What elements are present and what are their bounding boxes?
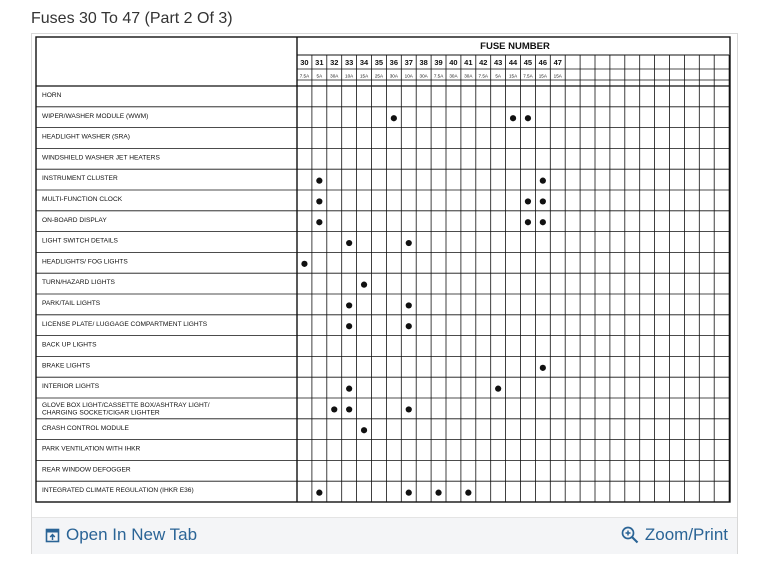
fuse-rating-33: 10A: [345, 73, 354, 79]
fuse-dot-33: [346, 406, 352, 412]
fuse-number-44: 44: [508, 58, 518, 67]
fuse-rating-43: 5A: [495, 73, 501, 79]
document-frame: [31, 33, 738, 554]
row-label: BACK UP LIGHTS: [42, 341, 97, 349]
fuse-dot-46: [540, 198, 546, 204]
row-label: TURN/HAZARD LIGHTS: [42, 279, 115, 287]
open-new-tab-icon: [45, 528, 60, 543]
fuse-dot-34: [361, 282, 367, 288]
row-label: PARK VENTILATION WITH IHKR: [42, 445, 141, 453]
open-in-new-tab-button[interactable]: [45, 525, 197, 545]
fuse-dot-30: [301, 261, 307, 267]
fuse-dot-37: [406, 323, 412, 329]
fuse-number-header: FUSE NUMBER: [480, 41, 550, 52]
fuse-rating-44: 15A: [508, 73, 518, 79]
fuse-number-35: 35: [374, 58, 384, 67]
row-label: INTERIOR LIGHTS: [42, 383, 100, 391]
fuse-dot-37: [406, 302, 412, 308]
fuse-rating-45: 7.5A: [523, 73, 533, 79]
fuse-rating-46: 15A: [538, 73, 547, 79]
fuse-number-31: 31: [315, 58, 324, 67]
fuse-dot-39: [435, 490, 441, 496]
fuse-rating-42: 7.5A: [478, 73, 488, 79]
row-label: INSTRUMENT CLUSTER: [42, 175, 118, 183]
fuse-dot-45: [525, 115, 531, 121]
row-label: HEADLIGHT WASHER (SRA): [42, 133, 130, 141]
fuse-dot-41: [465, 490, 471, 496]
fuse-chart-image: [32, 34, 737, 517]
fuse-dot-37: [406, 240, 412, 246]
fuse-number-30: 30: [300, 58, 309, 67]
row-label: HORN: [42, 92, 62, 99]
zoom-in-icon: [621, 526, 639, 544]
fuse-dot-33: [346, 323, 352, 329]
fuse-rating-41: 30A: [464, 73, 473, 79]
row-label: ON-BOARD DISPLAY: [42, 216, 107, 224]
row-label: LICENSE PLATE/ LUGGAGE COMPARTMENT LIGHTS: [42, 320, 208, 328]
row-label: LIGHT SWITCH DETAILS: [42, 237, 118, 245]
fuse-dot-46: [540, 365, 546, 371]
footer-bar: [32, 517, 737, 554]
fuse-number-47: 47: [553, 58, 562, 67]
fuse-number-46: 46: [538, 58, 548, 67]
fuse-number-36: 36: [389, 58, 399, 67]
fuse-number-42: 42: [479, 58, 488, 67]
fuse-number-37: 37: [404, 58, 413, 67]
row-label: WINDSHIELD WASHER JET HEATERS: [42, 154, 160, 162]
fuse-number-33: 33: [344, 58, 354, 67]
fuse-dot-37: [406, 406, 412, 412]
fuse-rating-37: 10A: [404, 73, 413, 79]
fuse-dot-33: [346, 240, 352, 246]
open-in-new-tab-label: Open In New Tab: [66, 525, 198, 544]
row-label: INTEGRATED CLIMATE REGULATION (IHKR E36): [42, 487, 194, 495]
page-title: Fuses 30 To 47 (Part 2 Of 3): [31, 10, 233, 27]
fuse-dot-33: [346, 386, 352, 392]
fuse-rating-32: 30A: [330, 73, 339, 79]
zoom-print-label: Zoom/Print: [644, 525, 728, 544]
fuse-rating-31: 5A: [316, 73, 323, 79]
fuse-dot-46: [540, 178, 546, 184]
fuse-dot-44: [510, 115, 516, 121]
row-label: CRASH CONTROL MODULE: [42, 424, 129, 432]
fuse-rating-39: 7.5A: [433, 73, 444, 79]
fuse-dot-37: [406, 490, 412, 496]
fuse-rating-38: 30A: [419, 73, 428, 79]
fuse-dot-31: [316, 490, 322, 496]
fuse-dot-45: [525, 198, 531, 204]
fuse-dot-43: [495, 386, 501, 392]
fuse-rating-30: 7.5A: [299, 73, 310, 79]
row-label: MULTI-FUNCTION CLOCK: [42, 196, 123, 203]
fuse-number-34: 34: [359, 58, 369, 67]
fuse-rating-35: 25A: [374, 73, 384, 79]
fuse-dot-33: [346, 302, 352, 308]
fuse-number-40: 40: [449, 58, 458, 67]
fuse-number-38: 38: [419, 58, 428, 67]
fuse-number-45: 45: [523, 58, 533, 67]
row-label: BRAKE LIGHTS: [42, 362, 91, 370]
fuse-rating-36: 30A: [389, 73, 398, 79]
row-label: PARK/TAIL LIGHTS: [42, 300, 101, 307]
fuse-dot-31: [316, 219, 322, 225]
fuse-number-32: 32: [330, 58, 339, 67]
fuse-number-43: 43: [493, 58, 503, 67]
fuse-rating-34: 15A: [359, 73, 369, 79]
fuse-dot-36: [391, 115, 397, 121]
fuse-dot-31: [316, 198, 322, 204]
fuse-dot-31: [316, 178, 322, 184]
fuse-dot-34: [361, 427, 367, 433]
fuse-rating-47: 15A: [553, 73, 562, 79]
row-label: HEADLIGHTS/ FOG LIGHTS: [42, 258, 128, 266]
fuse-dot-32: [331, 406, 337, 412]
fuse-number-41: 41: [464, 58, 473, 67]
zoom-print-button[interactable]: [621, 525, 728, 545]
row-label: WIPER/WASHER MODULE (WWM): [42, 112, 149, 120]
fuse-dot-46: [540, 219, 546, 225]
row-label: REAR WINDOW DEFOGGER: [42, 466, 131, 474]
fuse-rating-40: 30A: [449, 73, 458, 79]
fuse-dot-45: [525, 219, 531, 225]
fuse-number-39: 39: [434, 58, 443, 67]
row-label: GLOVE BOX LIGHT/CASSETTE BOX/ASHTRAY LIGHT/ CHARGING SOCKET/CIGAR LIGHTER: [42, 402, 210, 417]
